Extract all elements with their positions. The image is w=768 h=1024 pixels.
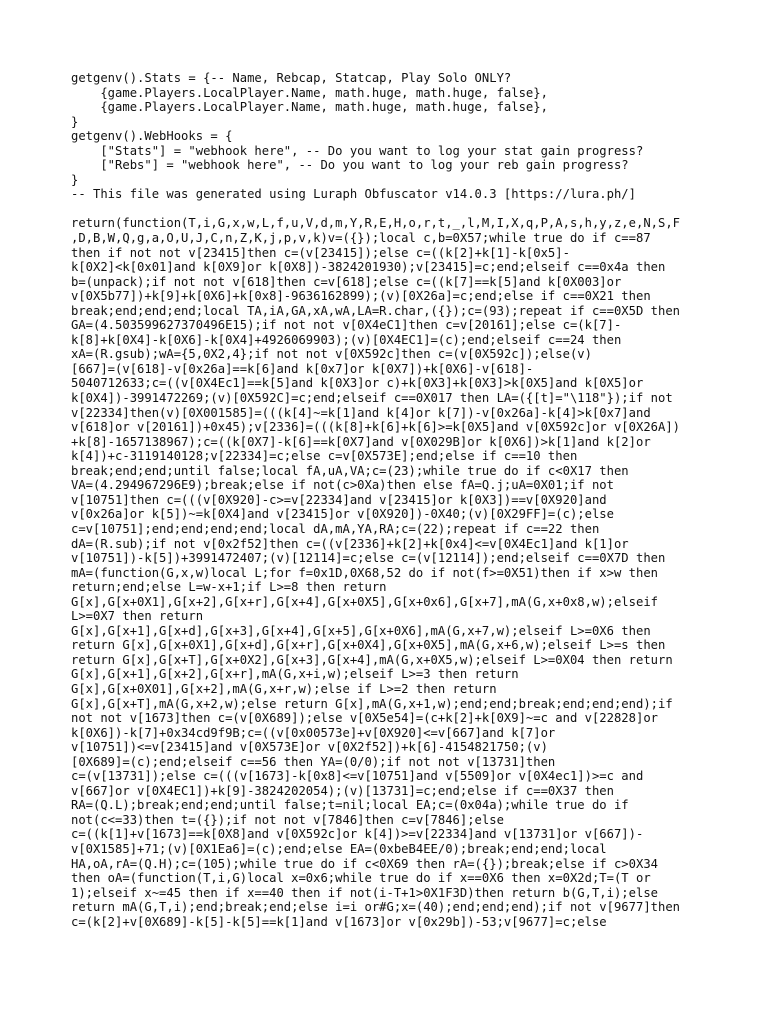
code-line: k[4])+c-3119140128;v[22334]=c;else c=v[0X573E];end;else if c==10 then <box>71 449 578 464</box>
code-line: v[10751]then c=(((v[0X920]-c>=v[22334]and v[23415]or k[0X3])==v[0X920]and <box>71 492 607 507</box>
code-line: k[0X2]<k[0x01]and k[0X9]or k[0X8])-3824201930);v[23415]=c;end;elseif c==0x4a then <box>71 260 666 275</box>
code-line: } <box>71 172 79 187</box>
code-line: b=(unpack);if not not v[618]then c=v[618];else c=((k[7]==k[5]and k[0X003]or <box>71 274 622 289</box>
code-line: return G[x],G[x+T],G[x+0X2],G[x+3],G[x+4],mA(G,x+0X5,w);elseif L>=0X04 then return <box>71 652 673 667</box>
code-line: [667]=(v[618]-v[0x26a]==k[6]and k[0x7]or k[0X7])+k[0X6]-v[618]- <box>71 361 534 376</box>
code-line: } <box>71 114 79 129</box>
code-line: break;end;end;until false;local fA,uA,VA;c=(23);while true do if c<0X17 then <box>71 463 629 478</box>
code-line: G[x],G[x+0X1],G[x+2],G[x+r],G[x+4],G[x+0X5],G[x+0x6],G[x+7],mA(G,x+0x8,w);elseif <box>71 594 658 609</box>
code-line: mA=(function(G,x,w)local L;for f=0x1D,0X68,52 do if not(f>=0X51)then if x>w then <box>71 565 658 580</box>
code-line: v[667]or v[0X4EC1])+k[9]-3824202054);(v)[13731]=c;end;else if c==0X37 then <box>71 783 614 798</box>
code-line: break;end;end;end;local TA,iA,GA,xA,wA,LA=R.char,({});c=(93);repeat if c==0X5D then <box>71 303 681 318</box>
code-line: not not v[1673]then c=(v[0X689]);else v[0X5e54]=(c+k[2]+k[0X9]~=c and v[22828]or <box>71 711 658 726</box>
code-line: ["Stats"] = "webhook here", -- Do you want to log your stat gain progress? <box>71 143 644 158</box>
code-line: G[x],G[x+1],G[x+2],G[x+r],mA(G,x+i,w);elseif L>=3 then return <box>71 667 519 682</box>
code-line: return(function(T,i,G,x,w,L,f,u,V,d,m,Y,R,E,H,o,r,t,_,l,M,I,X,q,P,A,s,h,y,z,e,N,S,F <box>71 216 681 231</box>
code-line: c=((k[1]+v[1673]==k[0X8]and v[0X592c]or k[4])>=v[22334]and v[13731]or v[667])- <box>71 827 644 842</box>
code-line: HA,oA,rA=(Q.H);c=(105);while true do if c<0X69 then rA=({});break;else if c>0X34 <box>71 856 658 871</box>
code-line: k[0X4])-3991472269;(v)[0X592C]=c;end;elseif c==0X017 then LA=({[t]="\118"});if not <box>71 391 673 406</box>
code-line: v[22334]then(v)[0X001585]=(((k[4]~=k[1]and k[4]or k[7])-v[0x26a]-k[4]>k[0x7]and <box>71 405 651 420</box>
code-line: c=(k[2]+v[0X689]-k[5]-k[5]==k[1]and v[1673]or v[0x29b])-53;v[9677]=c;else <box>71 914 607 929</box>
code-line: 5040712633;c=((v[0X4Ec1]==k[5]and k[0X3]or c)+k[0X3]+k[0X3]>k[0X5]and k[0X5]or <box>71 376 644 391</box>
code-line: {game.Players.LocalPlayer.Name, math.huge, math.huge, false}, <box>71 100 548 115</box>
code-line: v[0X5b77])+k[9]+k[0X6]+k[0x8]-9636162899);(v)[0X26a]=c;end;else if c==0X21 then <box>71 289 651 304</box>
code-line: ,D,B,W,Q,g,a,O,U,J,C,n,Z,K,j,p,v,k)v=({});local c,b=0X57;while true do if c==87 <box>71 231 651 246</box>
code-line: return;end;else L=w-x+1;if L>=8 then return <box>71 580 387 595</box>
code-line: [0X689]=(c);end;elseif c==56 then YA=(0/0);if not not v[13731]then <box>71 754 556 769</box>
code-line: k[8]+k[0X4]-k[0X6]-k[0X4]+4926069903);(v)[0X4EC1]=(c);end;elseif c==24 then <box>71 332 622 347</box>
code-line: G[x],G[x+T],mA(G,x+2,w);else return G[x],mA(G,x+1,w);end;end;break;end;end;end);if <box>71 696 673 711</box>
code-line: v[0X1585]+71;(v)[0X1Ea6]=(c);end;else EA=(0xbeB4EE/0);break;end;end;local <box>71 841 607 856</box>
document-page <box>71 71 701 951</box>
code-line: +k[8]-1657138967);c=((k[0X7]-k[6]==k[0X7]and v[0X029B]or k[0X6])>k[1]and k[2]or <box>71 434 651 449</box>
code-line: c=(v[13731]);else c=(((v[1673]-k[0x8]<=v[10751]and v[5509]or v[0X4ec1])>=c and <box>71 769 644 784</box>
code-line: G[x],G[x+0X01],G[x+2],mA(G,x+r,w);else if L>=2 then return <box>71 681 497 696</box>
code-line: VA=(4.294967296E9);break;else if not(c>0Xa)then else fA=Q.j;uA=0X01;if not <box>71 478 614 493</box>
code-line: v[10751])-k[5])+3991472407;(v)[12114]=c;else c=(v[12114]);end;elseif c==0X7D then <box>71 551 666 566</box>
code-line: c=v[10751];end;end;end;end;local dA,mA,YA,RA;c=(22);repeat if c==22 then <box>71 521 600 536</box>
code-line: then oA=(function(T,i,G)local x=0x6;while true do if x==0X6 then x=0X2d;T=(T or <box>71 871 651 886</box>
code-line: return G[x],G[x+0X1],G[x+d],G[x+r],G[x+0X4],G[x+0X5],mA(G,x+6,w);elseif L>=s then <box>71 638 666 653</box>
code-line: then if not not v[23415]then c=(v[23415]);else c=((k[2]+k[1]-k[0x5]- <box>71 245 570 260</box>
code-line: L>=0X7 then return <box>71 609 204 624</box>
code-line: getgenv().WebHooks = { <box>71 129 233 144</box>
code-line: v[618]or v[20161])+0x45);v[2336]=(((k[8]+k[6]+k[6]>=k[0X5]and v[0X592c]or v[0X26A]) <box>71 420 681 435</box>
code-line: -- This file was generated using Luraph Obfuscator v14.0.3 [https://lura.ph/] <box>71 187 636 202</box>
code-line: ["Rebs"] = "webhook here", -- Do you want to log your reb gain progress? <box>71 158 629 173</box>
code-line: return mA(G,T,i);end;break;end;else i=i or#G;x=(40);end;end;end);if not v[9677]then <box>71 900 681 915</box>
code-line: 1);elseif x~=45 then if x==40 then if not(i-T+1>0X1F3D)then return b(G,T,i);else <box>71 885 658 900</box>
code-line: not(c<=33)then t=({});if not not v[7846]then c=v[7846];else <box>71 812 504 827</box>
code-line: v[0x26a]or k[5])~=k[0X4]and v[23415]or v[0X920])-0X40;(v)[0X29FF]=(c);else <box>71 507 614 522</box>
code-line: RA=(Q.L);break;end;end;until false;t=nil;local EA;c=(0x04a);while true do if <box>71 798 629 813</box>
code-line: GA=(4.503599627370496E15);if not not v[0X4eC1]then c=v[20161];else c=(k[7]- <box>71 318 622 333</box>
code-listing <box>71 71 701 929</box>
code-line: xA=(R.gsub);wA={5,0X2,4};if not not v[0X592c]then c=(v[0X592c]);else(v) <box>71 347 592 362</box>
code-line: {game.Players.LocalPlayer.Name, math.huge, math.huge, false}, <box>71 85 548 100</box>
code-line: k[0X6])-k[7]+0x34cd9f9B;c=((v[0x00573e]+v[0X920]<=v[667]and k[7]or <box>71 725 556 740</box>
code-line: G[x],G[x+1],G[x+d],G[x+3],G[x+4],G[x+5],G[x+0X6],mA(G,x+7,w);elseif L>=0X6 then <box>71 623 651 638</box>
code-line: getgenv().Stats = {-- Name, Rebcap, Statcap, Play Solo ONLY? <box>71 71 512 85</box>
code-line: dA=(R.sub);if not v[0x2f52]then c=((v[2336]+k[2]+k[0x4]<=v[0X4Ec1]and k[1]or <box>71 536 629 551</box>
code-line: v[10751])<=v[23415]and v[0X573E]or v[0X2f52])+k[6]-4154821750;(v) <box>71 740 548 755</box>
